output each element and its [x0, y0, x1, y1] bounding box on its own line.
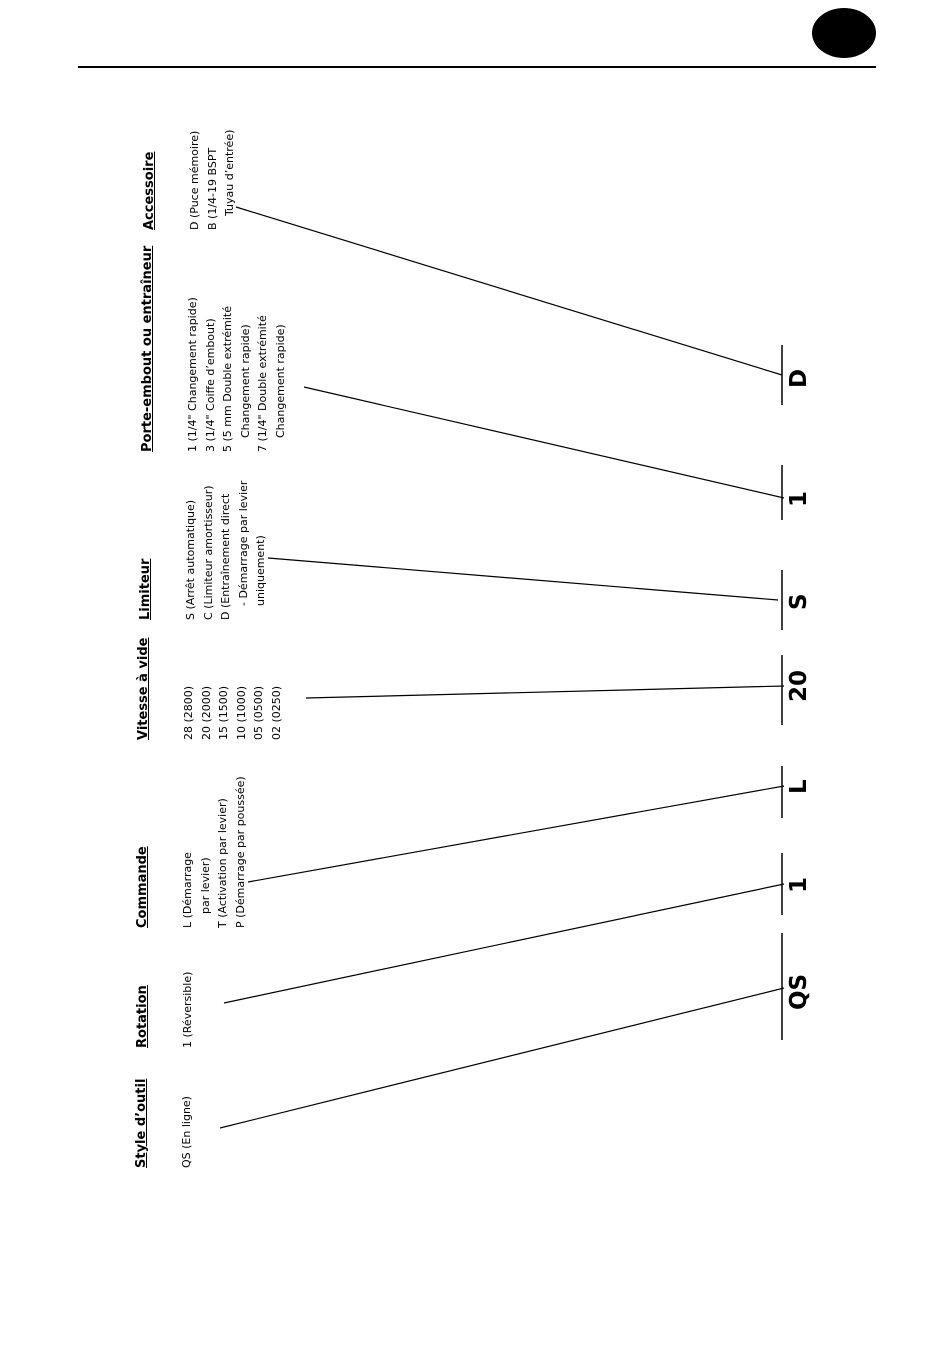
- model-code-commande: L: [786, 779, 812, 794]
- option-item: T (Activation par levier): [216, 798, 229, 928]
- column-items: [184, 246, 289, 452]
- option-item: 3 (1/4" Coiffe d’embout): [203, 318, 217, 452]
- connector-line: [268, 558, 778, 600]
- model-code-qs: QS: [786, 973, 812, 1010]
- column-items: [179, 972, 197, 1048]
- column-items: [186, 130, 239, 230]
- column-accessoire: [142, 130, 239, 230]
- connector-line: [304, 387, 784, 498]
- option-item: 02 (0250): [269, 685, 283, 740]
- option-item: 5 (5 mm Double extrémité: [221, 306, 234, 452]
- option-item: 05 (0500): [252, 685, 265, 740]
- column-items: [178, 1079, 196, 1168]
- option-item: Changement rapide): [238, 324, 252, 438]
- option-item: 20 (2000): [199, 685, 213, 740]
- option-item: B (1/4-19 BSPT: [205, 147, 219, 230]
- model-code-vitesse: 20: [786, 669, 812, 702]
- model-code-porte-embout: 1: [786, 490, 812, 507]
- column-heading: Limiteur: [138, 558, 153, 620]
- column-vitesse: [136, 638, 285, 741]
- connector-line: [236, 207, 782, 375]
- option-item: 10 (1000): [234, 685, 248, 740]
- option-item: 7 (1/4" Double extrémité: [256, 315, 269, 452]
- connector-line: [224, 884, 784, 1003]
- model-code-rotation: 1: [786, 876, 812, 893]
- column-style-outil: [134, 1079, 196, 1168]
- column-heading: Commande: [135, 846, 150, 928]
- model-code-accessoire: D: [786, 368, 812, 388]
- option-item: uniquement): [254, 535, 267, 606]
- connector-line: [220, 988, 784, 1128]
- option-item: L (Démarrage: [181, 852, 194, 928]
- column-items: [180, 638, 285, 741]
- option-item: S (Arrêt automatique): [184, 499, 197, 620]
- column-porte-embout: [140, 246, 289, 452]
- option-item: 28 (2800): [182, 685, 195, 740]
- column-items: [179, 776, 249, 928]
- column-heading: Accessoire: [142, 151, 157, 230]
- option-item: - Démarrage par levier: [236, 480, 250, 606]
- column-items: [182, 481, 270, 620]
- option-item: C (Limiteur amortisseur): [201, 485, 215, 620]
- connector-line: [306, 686, 784, 698]
- column-heading: Porte-embout ou entraîneur: [140, 245, 155, 452]
- option-item: D (Puce mémoire): [188, 130, 201, 230]
- model-code-limiteur: S: [786, 593, 812, 610]
- column-commande: [135, 776, 249, 928]
- option-item: Tuyau d’entrée): [223, 129, 236, 216]
- option-item: Changement rapide): [273, 324, 287, 438]
- option-item: 15 (1500): [217, 685, 230, 740]
- column-heading: Style d’outil: [134, 1078, 149, 1168]
- option-item: D (Entraînement direct: [219, 493, 232, 620]
- column-heading: Vitesse à vide: [136, 637, 151, 740]
- option-item: par levier): [198, 857, 212, 914]
- option-item: P (Démarrage par poussée): [233, 776, 247, 928]
- column-heading: Rotation: [135, 985, 150, 1048]
- connector-line: [248, 786, 784, 882]
- column-rotation: [135, 972, 197, 1048]
- option-item: 1 (Réversible): [181, 971, 194, 1048]
- column-limiteur: [138, 481, 270, 620]
- option-item: QS (En ligne): [180, 1096, 193, 1168]
- option-item: 1 (1/4" Changement rapide): [186, 297, 199, 452]
